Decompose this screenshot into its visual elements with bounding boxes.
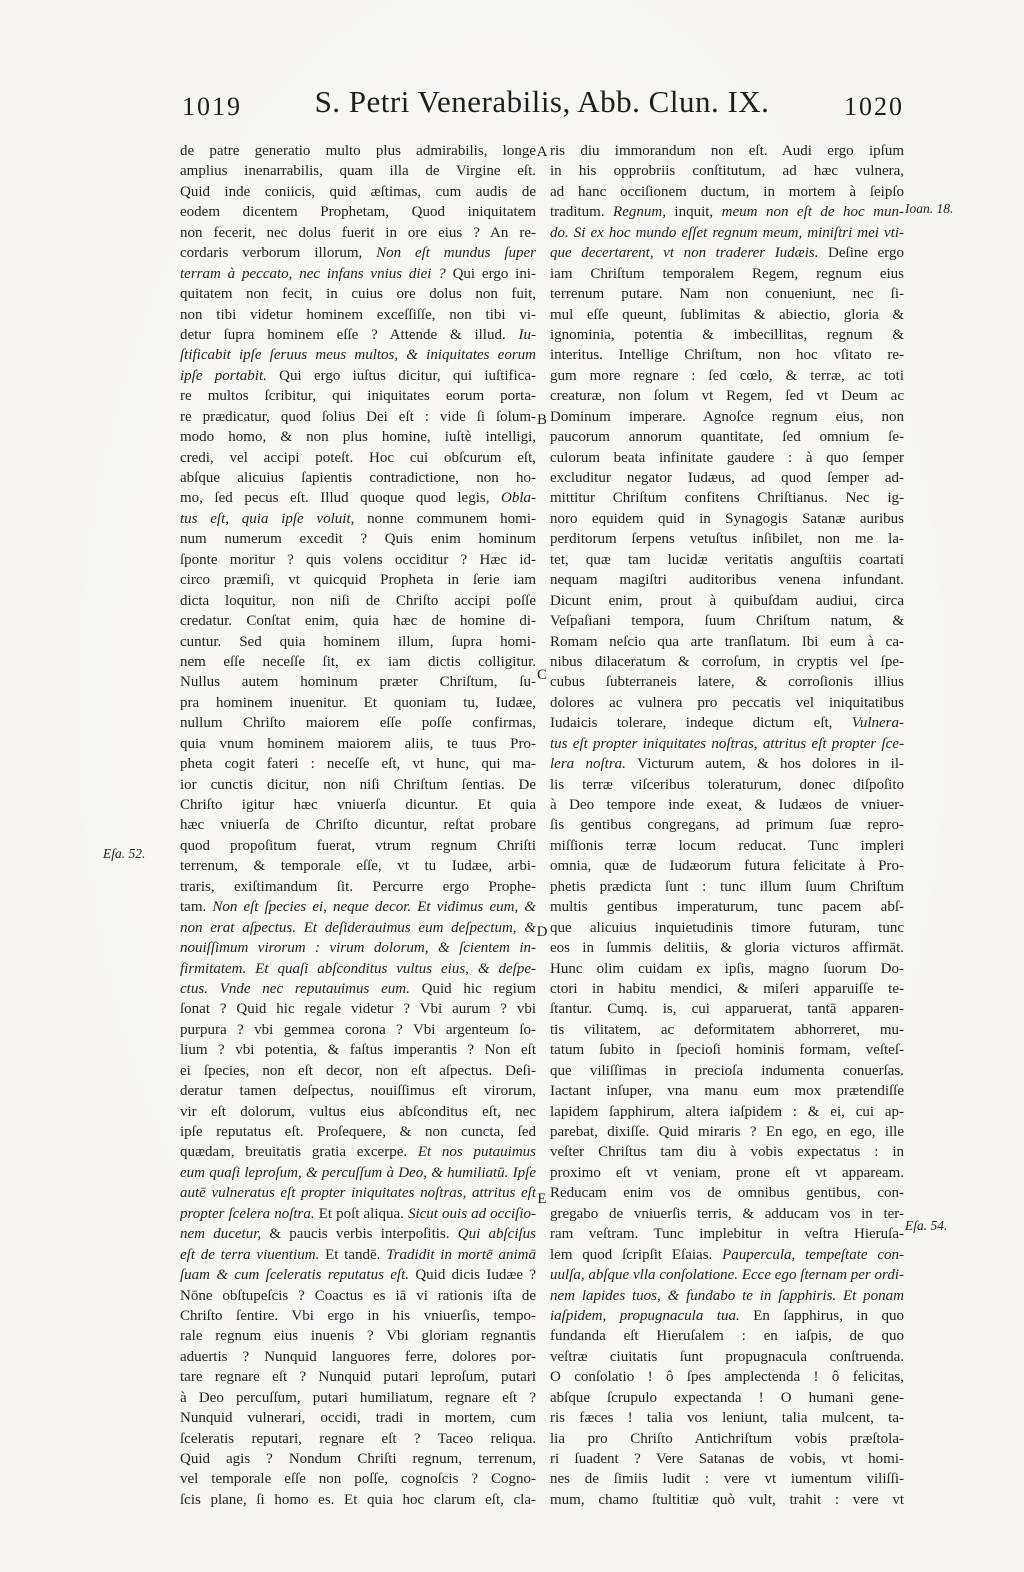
text-line: cordaris verborum illorum, Non eſt mundus ſuper — [180, 245, 536, 262]
text-line: Nunquid vulnerari, occidi, tradi in mortem, cum — [180, 1410, 536, 1427]
margin-note: Eſa. 52. — [103, 846, 146, 861]
text-line: non tibi videtur hominem exceſſiſſe, non tibi vi- — [180, 306, 536, 323]
text-line: quitatem non fecit, in cuius ore dolus non fuit, — [180, 286, 536, 303]
text-line: ſcis plane, ſi homo es. Et quia hoc clarum eſt, cla- — [180, 1491, 536, 1508]
text-line: ri ſuadent ? Vere Satanas de vobis, vt homi- — [550, 1451, 904, 1467]
text-line: excluditur negator Iudæus, ad quod ſemper ad- — [550, 470, 904, 486]
text-line: ctori in habitu mendici, & miſeri apparuiſſe te- — [550, 980, 904, 997]
text-line: credatur. Conſtat enim, quia hæc de homine di- — [180, 613, 536, 630]
text-line: nibus dilaceratum & corroſum, in cryptis vel ſpe- — [550, 653, 904, 670]
text-line: Iudaicis tolerare, indeque dictum eſt, Vulnera- — [550, 715, 904, 732]
text-line: ſonat ? Quid hic regale videtur ? Vbi aurum ? vbi — [180, 1001, 536, 1018]
text-line: quia vnum hominem maiorem aliis, te tuus Pro- — [180, 735, 536, 752]
text-line: detur ſupra hominem eſſe ? Attende & illud. Iu- — [180, 326, 536, 343]
text-line: tare regnare eſt ? Nunquid putari leproſum, putari — [180, 1369, 536, 1386]
text-line: creaturæ, non ſolum vt Regem, ſed vt Deum ac — [550, 388, 904, 405]
text-line: miſſionis terræ locum reducat. Tunc impleri — [550, 837, 904, 854]
text-line: ei ſpecies, non eſt decor, non eſt aſpectus. Deſi- — [180, 1062, 536, 1079]
text-line: culorum beata infinitate gaudere : à quo ſemper — [550, 449, 904, 466]
text-line: ſceleratis reputari, regnare eſt ? Taceo reliqua. — [180, 1430, 536, 1447]
text-line: tus eſt propter iniquitates noſtras, attritus eſt propter ſce- — [550, 735, 904, 752]
text-line: num numerum excedit ? Quis enim hominum — [180, 531, 536, 548]
text-line: tet, quæ tam lucidæ veritatis anguſtiis coartati — [550, 551, 904, 568]
text-line: à Deo tempore inde exeat, & Iudæos de vniuer- — [550, 797, 904, 813]
text-line: aduertis ? Nunquid languores ferre, dolores por- — [180, 1348, 536, 1365]
text-line: pra hominem inuenitur. Et quoniam tu, Iudæe, — [180, 694, 536, 711]
text-line: nequam magiſtri auditoribus venena infundant. — [550, 572, 904, 589]
text-line: Quid inde coniicis, quid æſtimas, cum audis de — [180, 183, 536, 200]
text-line: traris, exiſtimandum ſit. Percurre ergo Prophe- — [180, 878, 536, 895]
text-line: Quid agis ? Nondum Chriſti regnum, terrenum, — [180, 1451, 536, 1467]
text-line: fundanda eſt Hieruſalem : en iaſpis, de quo — [550, 1328, 904, 1345]
text-line: terram à peccato, nec infans vnius diei ? Qui ergo ini- — [180, 265, 536, 282]
text-line: uulſa, abſque vlla conſolatione. Ecce ego ſternam per ordi- — [550, 1267, 904, 1284]
margin-note: Ioan. 18. — [905, 201, 954, 216]
text-line: multis gentibus imperaturum, tunc pacem abſ- — [550, 899, 904, 916]
section-letter-E: E — [537, 1191, 547, 1207]
text-line: Hunc olim cuidam ex ipſis, magno ſuorum Do- — [550, 960, 904, 977]
text-line: Iactant inſuper, vna manu eum mox prætendiſſe — [550, 1083, 904, 1100]
text-line: interitus. Intellige Chriſtum, non hoc vſitato re- — [550, 347, 904, 364]
text-line: lia pro Chriſto Antichriſtum vobis præſtola- — [550, 1430, 904, 1447]
text-line: proximo eſt vt veniam, prone eſt vt appaream. — [550, 1164, 904, 1181]
text-line: mul eſſe queunt, ſublimitas & abiectio, gloria & — [550, 306, 904, 323]
text-line: tam. Non eſt ſpecies ei, neque decor. Et vidimus eum, & — [180, 899, 536, 916]
text-line: hæc vniuerſa de Chriſto dicuntur, reſtat probare — [180, 817, 536, 834]
section-letter-B: B — [536, 412, 547, 428]
text-line: omnia, quæ de Iudæorum futura felicitate à Pro- — [550, 858, 904, 875]
text-line: ſtantur. Cumq. is, cui apparuerat, tantā apparen- — [550, 1001, 904, 1018]
text-line: lera noſtra. Victurum autem, & hos dolores in il- — [550, 756, 904, 773]
text-line: nouiſſimum virorum : virum dolorum, & ſcientem in- — [180, 940, 536, 957]
text-line: que decertarent, vt non traderer Iudæis. Deſine ergo — [550, 245, 904, 262]
text-line: firmitatem. Et quaſi abſconditus vultus eius, & deſpe- — [180, 960, 536, 977]
text-line: que viliſſimas in precioſa indumenta conuerſas. — [550, 1062, 904, 1079]
text-line: ignominia, potentia & imbecillitas, regnum & — [550, 326, 904, 343]
text-line: eum quaſi leproſum, & percuſſum à Deo, & humiliatū. Ipſe — [180, 1164, 536, 1181]
text-line: ſtificabit ipſe ſeruus meus multos, & iniquitates eorum — [180, 347, 536, 364]
text-line: Chriſto igitur hæc vniuerſa dicuntur. Et quia — [180, 797, 536, 813]
text-line: lem quod ſcripſit Eſaias. Paupercula, tempeſtate con- — [550, 1246, 904, 1263]
text-line: cubus ſubterraneis latere, & corroſionis illius — [550, 674, 904, 691]
text-line: phetis prædicta ſunt : tunc illum ſuum Chriſtum — [550, 878, 904, 895]
text-line: O conſolatio ! ô ſpes amplectenda ! ô felicitas, — [550, 1369, 904, 1386]
text-line: ram veſtram. Tunc implebitur in veſtra Hieruſa- — [550, 1226, 904, 1243]
running-title: S. Petri Venerabilis, Abb. Clun. IX. — [314, 84, 770, 119]
text-line: Veſpaſiani tempora, ſuum Chriſtum natum, & — [550, 613, 904, 630]
text-line: lium ? vbi potentia, & faſtus imperantis ? Non eſt — [180, 1042, 536, 1059]
text-line: gum more regnare : ſed cœlo, & terræ, ac toti — [550, 367, 904, 384]
text-line: vir eſt dolorum, vultus eius abſconditus eſt, nec — [180, 1103, 536, 1120]
text-line: ipſe reputatus eſt. Proſequere, & non cuncta, ſed — [180, 1124, 536, 1140]
text-line: dicta loquitur, non niſi de Chriſto accipi poſſe — [180, 592, 536, 609]
text-line: ad hanc occiſionem ductum, in mortem à ſeipſo — [550, 183, 904, 200]
text-line: purpura ? vbi gemmea corona ? Vbi argenteum ſo- — [180, 1021, 536, 1038]
text-line: Nōne obſtupeſcis ? Coactus es iā vi rationis iſta de — [180, 1287, 536, 1304]
text-line: non erat aſpectus. Et deſiderauimus eum deſpectum, & — [180, 919, 536, 936]
text-column-right — [550, 141, 904, 1510]
text-line: Chriſto ſentire. Vbi ergo in his vniuerſis, tempo- — [180, 1307, 536, 1324]
text-line: deratur tamen deſpectus, nouiſſimus eſt virorum, — [180, 1083, 536, 1100]
text-line: ctus. Vnde nec reputauimus eum. Quid hic regium — [180, 980, 536, 997]
text-line: nem eſſe neceſſe ſit, ex iam dictis colligitur. — [180, 653, 536, 670]
text-column-left — [180, 141, 536, 1510]
section-letter-C: C — [536, 667, 547, 683]
text-line: Romam neſcio qua arte tranſlatum. Ibi eum à ca- — [550, 633, 904, 650]
text-line: autē vulneratus eſt propter iniquitates noſtras, attritus eſt — [180, 1185, 536, 1202]
column-number-left: 1019 — [182, 92, 242, 121]
text-line: traditum. Regnum, inquit, meum non eſt de hoc mun- — [550, 204, 904, 221]
text-line: terrenum putare. Nam non conueniunt, nec ſi- — [550, 286, 904, 303]
text-line: eodem dicentem Prophetam, Quod iniquitatem — [180, 204, 536, 221]
text-line: paucorum annorum quantitate, ſed omnium ſe- — [550, 429, 904, 446]
text-line: abſque ſcrupulo expectanda ! O humani gene- — [550, 1389, 904, 1406]
text-line: re multos ſcribitur, qui iniquitates eorum porta- — [180, 388, 536, 405]
page-header — [180, 84, 904, 130]
text-line: pheta cogit fateri : neceſſe eſt, vt hunc, qui ma- — [180, 756, 536, 773]
text-line: rale regnum eius inuenis ? Vbi gloriam regnantis — [180, 1328, 536, 1345]
text-line: iaſpidem, propugnacula tua. En ſapphirus, in quo — [550, 1307, 904, 1324]
margin-note: Eſa. 54. — [905, 1218, 948, 1233]
text-line: circo præmiſi, vt quicquid Propheta in ſerie iam — [180, 572, 536, 589]
text-line: cuntur. Sed quia hominem illum, ſupra homi- — [180, 633, 536, 650]
text-line: veſter Chriſtus tam diu à vobis expectatus : in — [550, 1144, 904, 1161]
text-line: nes de ſimiis ludit : vere vt iumentum viliſſi- — [550, 1471, 904, 1488]
text-line: iam Chriſtum temporalem Regem, regnum eius — [550, 265, 904, 282]
text-line: non fecerit, nec dolus fuerit in ore eius ? An re- — [180, 224, 536, 241]
section-letter-A: A — [536, 144, 548, 160]
text-line: ſuam & cum ſceleratis reputatus eſt. Quid dicis Iudæe ? — [180, 1267, 536, 1284]
text-line: quædam, breuitatis gratia excerpe. Et nos putauimus — [180, 1144, 536, 1161]
text-line: tis vilitatem, ac deformitatem abhorreret, mu- — [550, 1021, 904, 1038]
text-line: credi, vel accipi poteſt. Hoc cui obſcurum eſt, — [180, 449, 536, 466]
text-line: parebat, dixiſſe. Quid miraris ? En ego, en ego, ille — [550, 1124, 904, 1140]
text-line: ris diu immorandum non eſt. Audi ergo ipſum — [550, 143, 904, 159]
text-line: à Deo percuſſum, putari humiliatum, regnare eſt ? — [180, 1389, 536, 1406]
text-line: lapidem ſapphirum, altera iaſpidem : & ei, cui ap- — [550, 1103, 904, 1120]
text-line: eos in ſummis delitiis, & gloria victuros affirmāt. — [550, 940, 904, 957]
text-line: noro equidem quid in Synagogis Satanæ auribus — [550, 510, 904, 527]
text-line: veſtræ ciuitatis ſunt propugnacula conſtruenda. — [550, 1348, 904, 1365]
section-letter-D: D — [536, 924, 548, 940]
text-line: mum, chamo ſtultitiæ quò vult, trahit : vere vt — [550, 1491, 904, 1508]
text-line: mo, ſed pecus eſt. Illud quoque quod legis, Obla- — [180, 490, 536, 507]
text-line: do. Si ex hoc mundo eſſet regnum meum, miniſtri mei vti- — [550, 224, 904, 241]
text-line: ſponte moritur ? quis volens occiditur ? Hæc id- — [180, 551, 536, 568]
text-line: lis terræ viſceribus toleraturum, donec diſpoſito — [550, 776, 904, 793]
column-number-right: 1020 — [844, 92, 904, 121]
text-line: ipſe portabit. Qui ergo iuſtus dicitur, qui iuſtifica- — [180, 367, 536, 384]
text-line: ris fæces ! talia vos leniunt, talia mulcent, ta- — [550, 1410, 904, 1427]
text-line: modo homo, & non plus homine, iuſtè intelligi, — [180, 429, 536, 446]
text-line: amplius inenarrabilis, quam illa de Virgine eſt. — [180, 163, 536, 180]
text-line: ſis gentibus congregans, ad primum ſuæ repro- — [550, 817, 904, 834]
text-line: propter ſcelera noſtra. Et poſt aliqua. Sicut ouis ad occiſio- — [180, 1205, 536, 1222]
text-line: eſt de terra viuentium. Et tandē. Tradidit in mortē animā — [180, 1246, 536, 1263]
text-line: que alicuius inquietudinis timore futuram, tunc — [550, 919, 904, 936]
text-line: tus eſt, quia ipſe voluit, nonne communem homi- — [180, 510, 536, 527]
text-line: mittitur Chriſtum confitens Chriſtianus. Nec ig- — [550, 490, 904, 507]
text-line: perditorum ſerpens vetuſtus inſibilet, non me la- — [550, 531, 904, 548]
text-line: tatum ſubito in ſpecioſi hominis formam, veſteſ- — [550, 1042, 904, 1059]
text-line: Nullus autem hominum præter Chriſtum, ſu- — [180, 674, 536, 691]
text-line: abſque alicuius ſapientis contradictione, non ho- — [180, 470, 536, 486]
text-line: nullum Chriſto maiorem eſſe poſſe confirmas, — [180, 715, 536, 732]
text-line: quod propoſitum fuerat, vtrum regnum Chriſti — [180, 837, 536, 854]
text-line: Reducam enim vos de omnibus gentibus, con- — [550, 1185, 904, 1202]
text-line: de patre generatio multo plus admirabilis, longe — [180, 143, 536, 159]
text-line: gregabo de vniuerſis terris, & adducam vos in ter- — [550, 1205, 904, 1222]
text-line: vel temporale eſſe non poſſe, cognoſcis ? Cogno- — [180, 1471, 536, 1488]
text-line: nem ducetur, & paucis verbis interpoſitis. Qui abſciſus — [180, 1226, 536, 1243]
text-line: ior cunctis dicitur, non niſi Chriſtum ſentias. De — [180, 776, 536, 793]
text-line: re prædicatur, quod ſolius Dei eſt : vide ſi ſolum- — [180, 408, 536, 425]
text-line: in his opprobriis conſtitutum, ad hæc vulnera, — [550, 163, 904, 180]
text-line: Dominum imperare. Agnoſce regnum eius, non — [550, 408, 904, 425]
text-line: terrenum, & temporale eſſe, vt tu Iudæe, arbi- — [180, 858, 536, 875]
text-line: Dicunt enim, prout à quibuſdam audiui, circa — [550, 592, 904, 609]
text-line: dolores ac vulnera pro peccatis vel iniquitatibus — [550, 694, 904, 711]
text-line: nem lapides tuos, & fundabo te in ſapphiris. Et ponam — [550, 1287, 904, 1304]
